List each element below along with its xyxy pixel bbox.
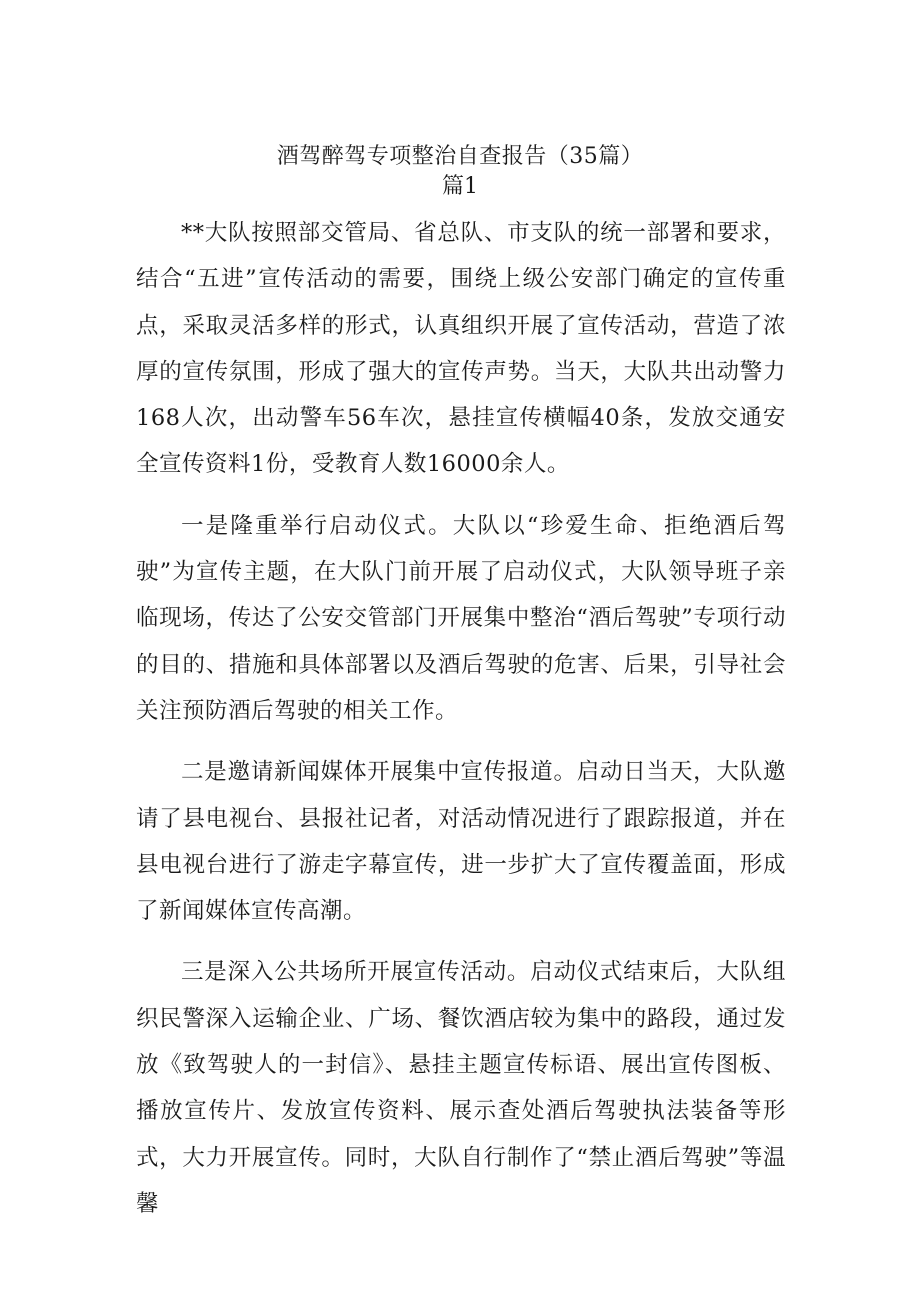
document-subtitle: 篇1 xyxy=(442,174,478,199)
document-body xyxy=(136,210,786,1227)
paragraph-intro: **大队按照部交管局、省总队、市支队的统一部署和要求，结合“五进”宣传活动的需要，围绕上级公安部门确定的宣传重点，采取灵活多样的形式，认真组织开展了宣传活动，营造了浓厚的宣传氛围，形成了强大的宣传声势。当天，大队共出动警力168人次，出动警车56车次，悬挂宣传横幅40条，发放交通安全宣传资料1份，受教育人数16000余人。 xyxy=(136,220,786,478)
paragraph-launch-ceremony: 一是隆重举行启动仪式。大队以“珍爱生命、拒绝酒后驾驶”为宣传主题，在大队门前开展了启动仪式，大队领导班子亲临现场，传达了公安交管部门开展集中整治“酒后驾驶”专项行动的目的、措施和具体部署以及酒后驾驶的危害、后果，引导社会关注预防酒后驾驶的相关工作。 xyxy=(136,512,786,724)
paragraph-media-coverage: 二是邀请新闻媒体开展集中宣传报道。启动日当天，大队邀请了县电视台、县报社记者，对活动情况进行了跟踪报道，并在县电视台进行了游走字幕宣传，进一步扩大了宣传覆盖面，形成了新闻媒体宣传高潮。 xyxy=(136,759,786,925)
document-title: 酒驾醉驾专项整治自查报告（35篇） xyxy=(276,144,644,169)
paragraph-public-places: 三是深入公共场所开展宣传活动。启动仪式结束后，大队组织民警深入运输企业、广场、餐饮酒店较为集中的路段，通过发放《致驾驶人的一封信》、悬挂主题宣传标语、展出宣传图板、播放宣传片、发放宣传资料、展示查处酒后驾驶执法装备等形式，大力开展宣传。同时，大队自行制作了“禁止酒后驾驶”等温馨 xyxy=(136,959,786,1217)
